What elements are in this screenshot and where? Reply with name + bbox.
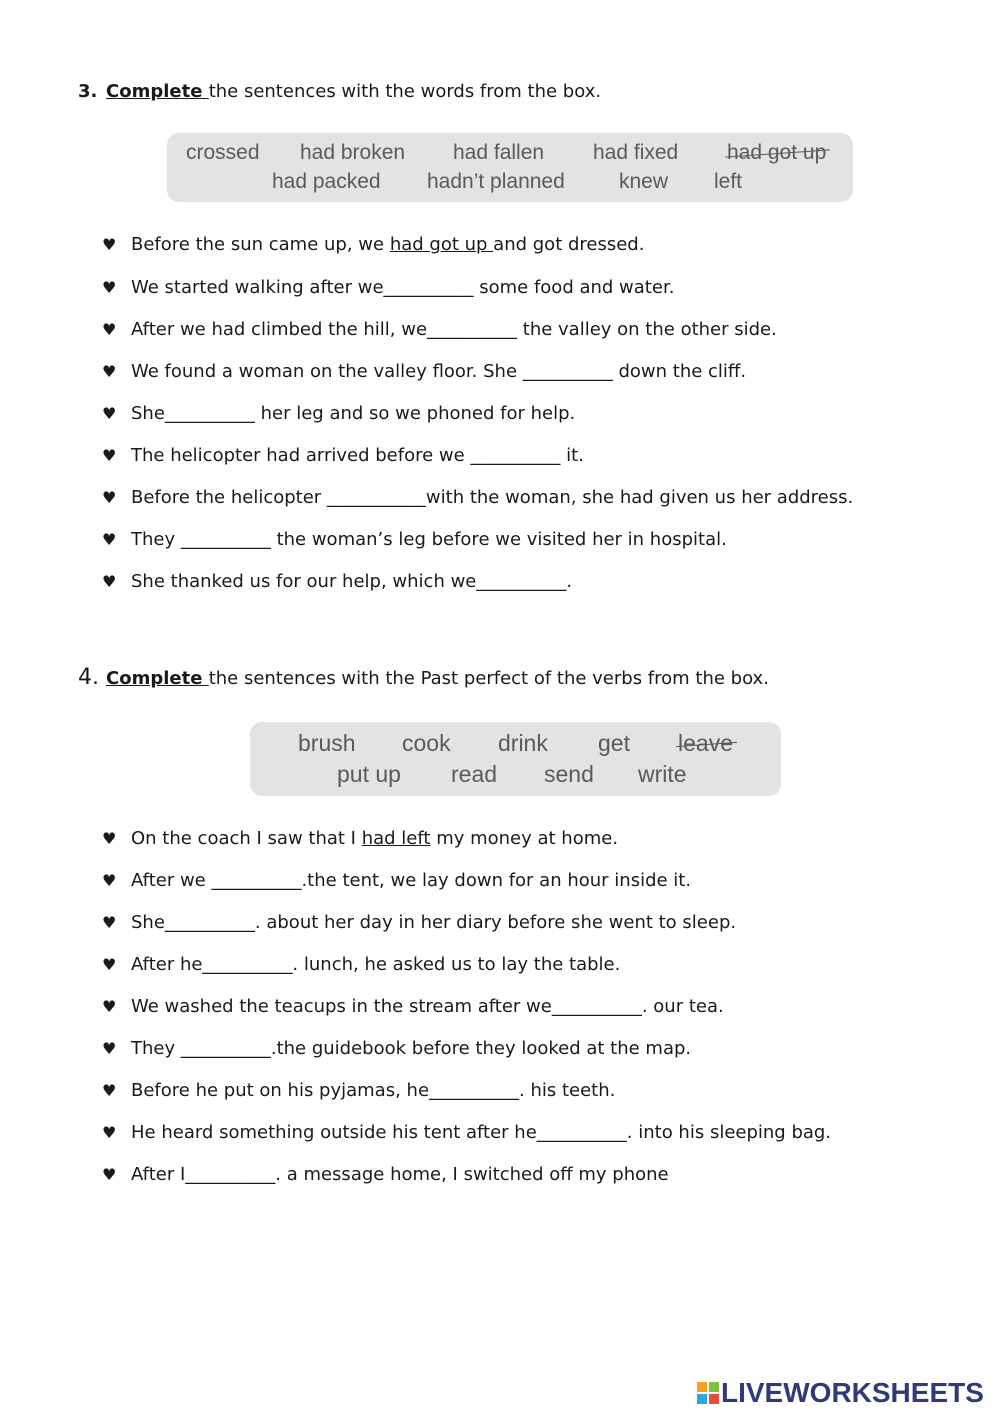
heart-bullet-icon: ♥: [102, 404, 117, 423]
word-item: had broken: [300, 141, 406, 164]
heart-bullet-icon: ♥: [102, 278, 117, 297]
exercise-4-heading: [78, 665, 769, 690]
sentence-text: He heard something outside his tent after he__________. into his sleeping bag.: [131, 1122, 832, 1143]
sentence-text: Before the sun came up, we: [131, 234, 390, 255]
instruction-text: the sentences with the Past perfect of the verbs from the box.: [208, 668, 769, 689]
heart-bullet-icon: ♥: [102, 488, 117, 507]
sentence-text: They __________ the woman’s leg before we visited her in hospital.: [131, 529, 727, 550]
sentence-text: Before the helicopter ___________with the woman, she had given us her address.: [131, 487, 854, 508]
logo-squares-icon: [697, 1382, 719, 1404]
heart-bullet-icon: ♥: [102, 1123, 117, 1142]
sentence-text: We started walking after we__________ some food and water.: [131, 277, 675, 298]
word-item: left: [714, 170, 743, 193]
word-item: crossed: [186, 141, 260, 164]
sentence-text: After we had climbed the hill, we__________ the valley on the other side.: [131, 319, 777, 340]
word-item: write: [638, 761, 687, 787]
heart-bullet-icon: ♥: [102, 913, 117, 932]
word-item: had fixed: [593, 141, 679, 164]
word-item: had packed: [272, 170, 381, 193]
heart-bullet-icon: ♥: [102, 530, 117, 549]
word-item-crossed-out: leave: [678, 730, 733, 756]
word-item: send: [544, 761, 594, 787]
heart-bullet-icon: ♥: [102, 1081, 117, 1100]
exercise-number: 3.: [78, 81, 98, 102]
heart-bullet-icon: ♥: [102, 362, 117, 381]
example-answer: had left: [361, 828, 431, 849]
word-item: knew: [619, 170, 669, 193]
word-item-crossed-out: had got up: [727, 141, 827, 164]
heart-bullet-icon: ♥: [102, 572, 117, 591]
sentence-text: and got dressed.: [493, 234, 645, 255]
sentence-text: They __________.the guidebook before they looked at the map.: [131, 1038, 692, 1059]
example-answer: had got up: [389, 234, 494, 255]
sentence-text: She thanked us for our help, which we__________.: [131, 571, 573, 592]
word-item: read: [451, 761, 498, 787]
sentence-text: After I__________. a message home, I switched off my phone: [131, 1164, 669, 1185]
heart-bullet-icon: ♥: [102, 320, 117, 339]
sentence-text: Before he put on his pyjamas, he__________. his teeth.: [131, 1080, 616, 1101]
sentence-text: She__________. about her day in her diary before she went to sleep.: [131, 912, 737, 933]
exercise-3-heading: [78, 81, 601, 102]
word-item: hadn’t planned: [427, 170, 565, 193]
sentence-text: my money at home.: [430, 828, 619, 849]
word-item: put up: [337, 761, 401, 787]
instruction-keyword: Complete: [106, 668, 209, 689]
instruction-text: the sentences with the words from the box.: [208, 81, 602, 102]
sentence-text: After he__________. lunch, he asked us to lay the table.: [131, 954, 621, 975]
sentence-text: On the coach I saw that I: [131, 828, 362, 849]
sentence-text: We washed the teacups in the stream after we__________. our tea.: [131, 996, 724, 1017]
heart-bullet-icon: ♥: [102, 235, 117, 254]
word-item: get: [598, 730, 630, 756]
word-box-3: [167, 133, 853, 202]
word-item: drink: [498, 730, 548, 756]
sentence-text: After we __________.the tent, we lay down for an hour inside it.: [131, 870, 692, 891]
instruction-keyword: Complete: [106, 81, 209, 102]
heart-bullet-icon: ♥: [102, 871, 117, 890]
heart-bullet-icon: ♥: [102, 955, 117, 974]
word-item: cook: [402, 730, 451, 756]
word-box-4: [250, 722, 781, 796]
heart-bullet-icon: ♥: [102, 1165, 117, 1184]
word-item: brush: [298, 730, 356, 756]
sentence-text: She__________ her leg and so we phoned for help.: [131, 403, 576, 424]
sentence-text: We found a woman on the valley floor. She __________ down the cliff.: [131, 361, 747, 382]
heart-bullet-icon: ♥: [102, 997, 117, 1016]
brand-name: LIVEWORKSHEETS: [721, 1377, 984, 1408]
sentence-text: The helicopter had arrived before we __________ it.: [131, 445, 584, 466]
heart-bullet-icon: ♥: [102, 446, 117, 465]
exercise-number: 4.: [78, 665, 99, 690]
heart-bullet-icon: ♥: [102, 1039, 117, 1058]
word-item: had fallen: [453, 141, 545, 164]
heart-bullet-icon: ♥: [102, 829, 117, 848]
